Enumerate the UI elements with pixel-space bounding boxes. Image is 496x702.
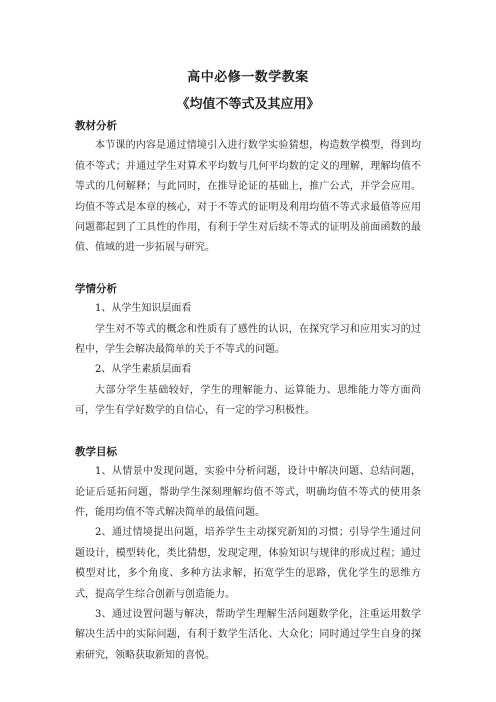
section-heading-textbook-analysis: 教材分析 xyxy=(75,120,117,132)
objective-item: 2、通过情境提出问题，培养学生主动探究新知的习惯；引导学生通过问题设计，模型转化，类比猜想，发现定理，体验知识与规律的形成过程；通过模型对比，多个角度、多种方法求解，拓宽学生的思路，优化学生的思维方式，提高学生综合创新与创造能力。 xyxy=(75,527,421,600)
section-heading-student-analysis: 学情分析 xyxy=(75,282,117,295)
document-title: 高中必修一数学教案 xyxy=(187,70,309,85)
section-paragraph: 大部分学生基础较好，学生的理解能力、运算能力、思维能力等方面尚可，学生有学好数学的自信心，有一定的学习积极性。 xyxy=(75,384,421,417)
section-paragraph: 学生对不等式的概念和性质有了感性的认识，在探究学习和应用实习的过程中，学生会解决最简单的关于不等式的问题。 xyxy=(75,323,421,356)
document-subtitle: 《均值不等式及其应用》 xyxy=(176,97,320,112)
objective-item: 1、从情景中发现问题，实验中分析问题，设计中解决问题、总结问题，论证后延拓问题，帮助学生深刻理解均值不等式，明确均值不等式的使用条件，能用均值不等式解决简单的最值问题。 xyxy=(75,466,421,518)
section-heading-teaching-objectives: 教学目标 xyxy=(75,445,117,458)
objective-item: 3、通过设置问题与解决，帮助学生理解生活问题数学化，注重运用数学解决生活中的实际问题，有利于数学生活化、大众化；同时通过学生自身的探索研究，领略获取新知的喜悦。 xyxy=(75,608,421,661)
document-body xyxy=(75,116,421,666)
section-gap xyxy=(75,259,421,279)
list-item: 1、从学生知识层面看 xyxy=(95,303,192,315)
section-gap xyxy=(75,422,421,442)
section-paragraph: 本节课的内容是通过情境引入进行数学实验猜想，构造数学模型，得到均值不等式；并通过学生对算术平均数与几何平均数的定义的理解，理解均值不等式的几何解释；与此同时，在推导论证的基础上，推广公式，并学会应用。均值不等式是本章的核心，对于不等式的证明及利用均值不等式求最值等应用问题都起到了工具性的作用，有利于学生对后续不等式的证明及前面函数的最值、值域的进一步拓展与研究。 xyxy=(75,140,421,254)
list-item: 2、从学生素质层面看 xyxy=(95,364,192,376)
